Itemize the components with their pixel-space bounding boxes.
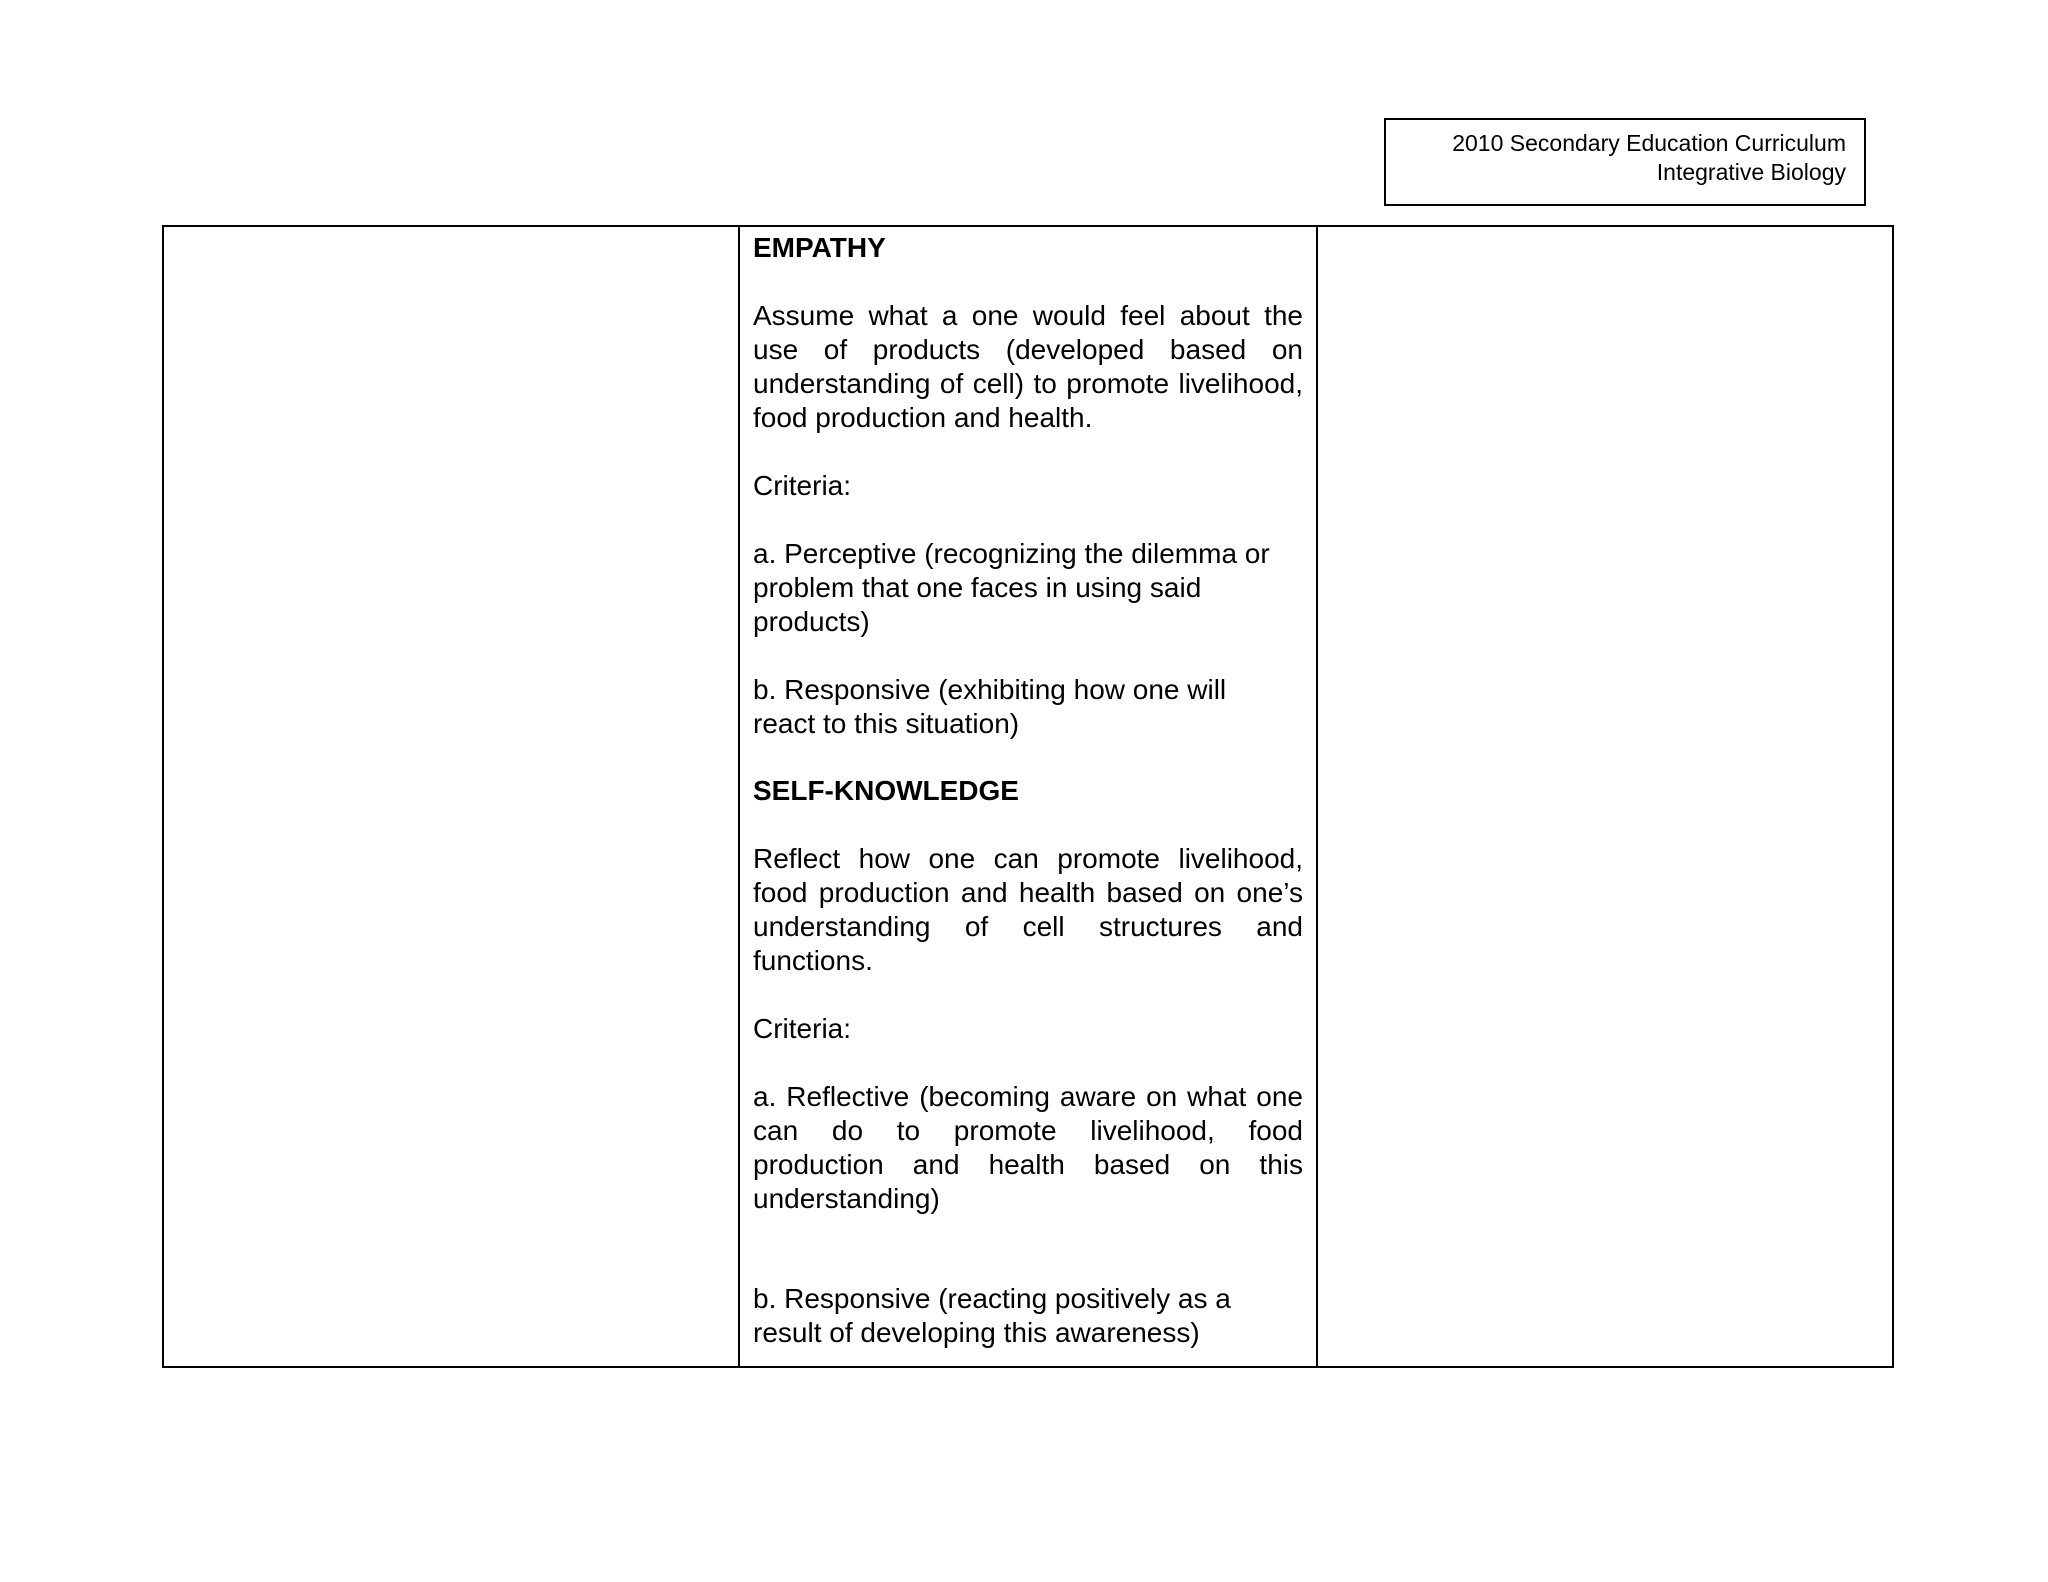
table-cell-left — [164, 227, 740, 1366]
table-cell-right — [1318, 227, 1894, 1366]
self-knowledge-description: Reflect how one can promote livelihood, food production and health based on one’s understanding of cell structures and functions. — [753, 843, 1303, 976]
empathy-criteria-label: Criteria: — [753, 470, 852, 501]
header-curriculum-title: 2010 Secondary Education Curriculum — [1452, 130, 1846, 156]
self-knowledge-criteria-b: b. Responsive (reacting positively as a result of developing this awareness) — [753, 1283, 1231, 1348]
empathy-heading: EMPATHY — [753, 232, 886, 263]
empathy-criteria-a: a. Perceptive (recognizing the dilemma or problem that one faces in using said products) — [753, 538, 1270, 637]
self-knowledge-criteria-label: Criteria: — [753, 1013, 852, 1044]
curriculum-header-box — [1384, 118, 1866, 206]
self-knowledge-criteria-a: a. Reflective (becoming aware on what one can do to promote livelihood, food production and health based on this understanding) — [753, 1081, 1303, 1214]
empathy-criteria-b: b. Responsive (exhibiting how one will react to this situation) — [753, 674, 1227, 739]
curriculum-table — [162, 225, 1894, 1368]
self-knowledge-heading: SELF-KNOWLEDGE — [753, 775, 1019, 806]
table-cell-middle — [740, 227, 1318, 1366]
header-subject: Integrative Biology — [1656, 159, 1846, 185]
empathy-description: Assume what a one would feel about the use of products (developed based on understanding of cell) to promote livelihood, food production and health. — [753, 300, 1303, 433]
